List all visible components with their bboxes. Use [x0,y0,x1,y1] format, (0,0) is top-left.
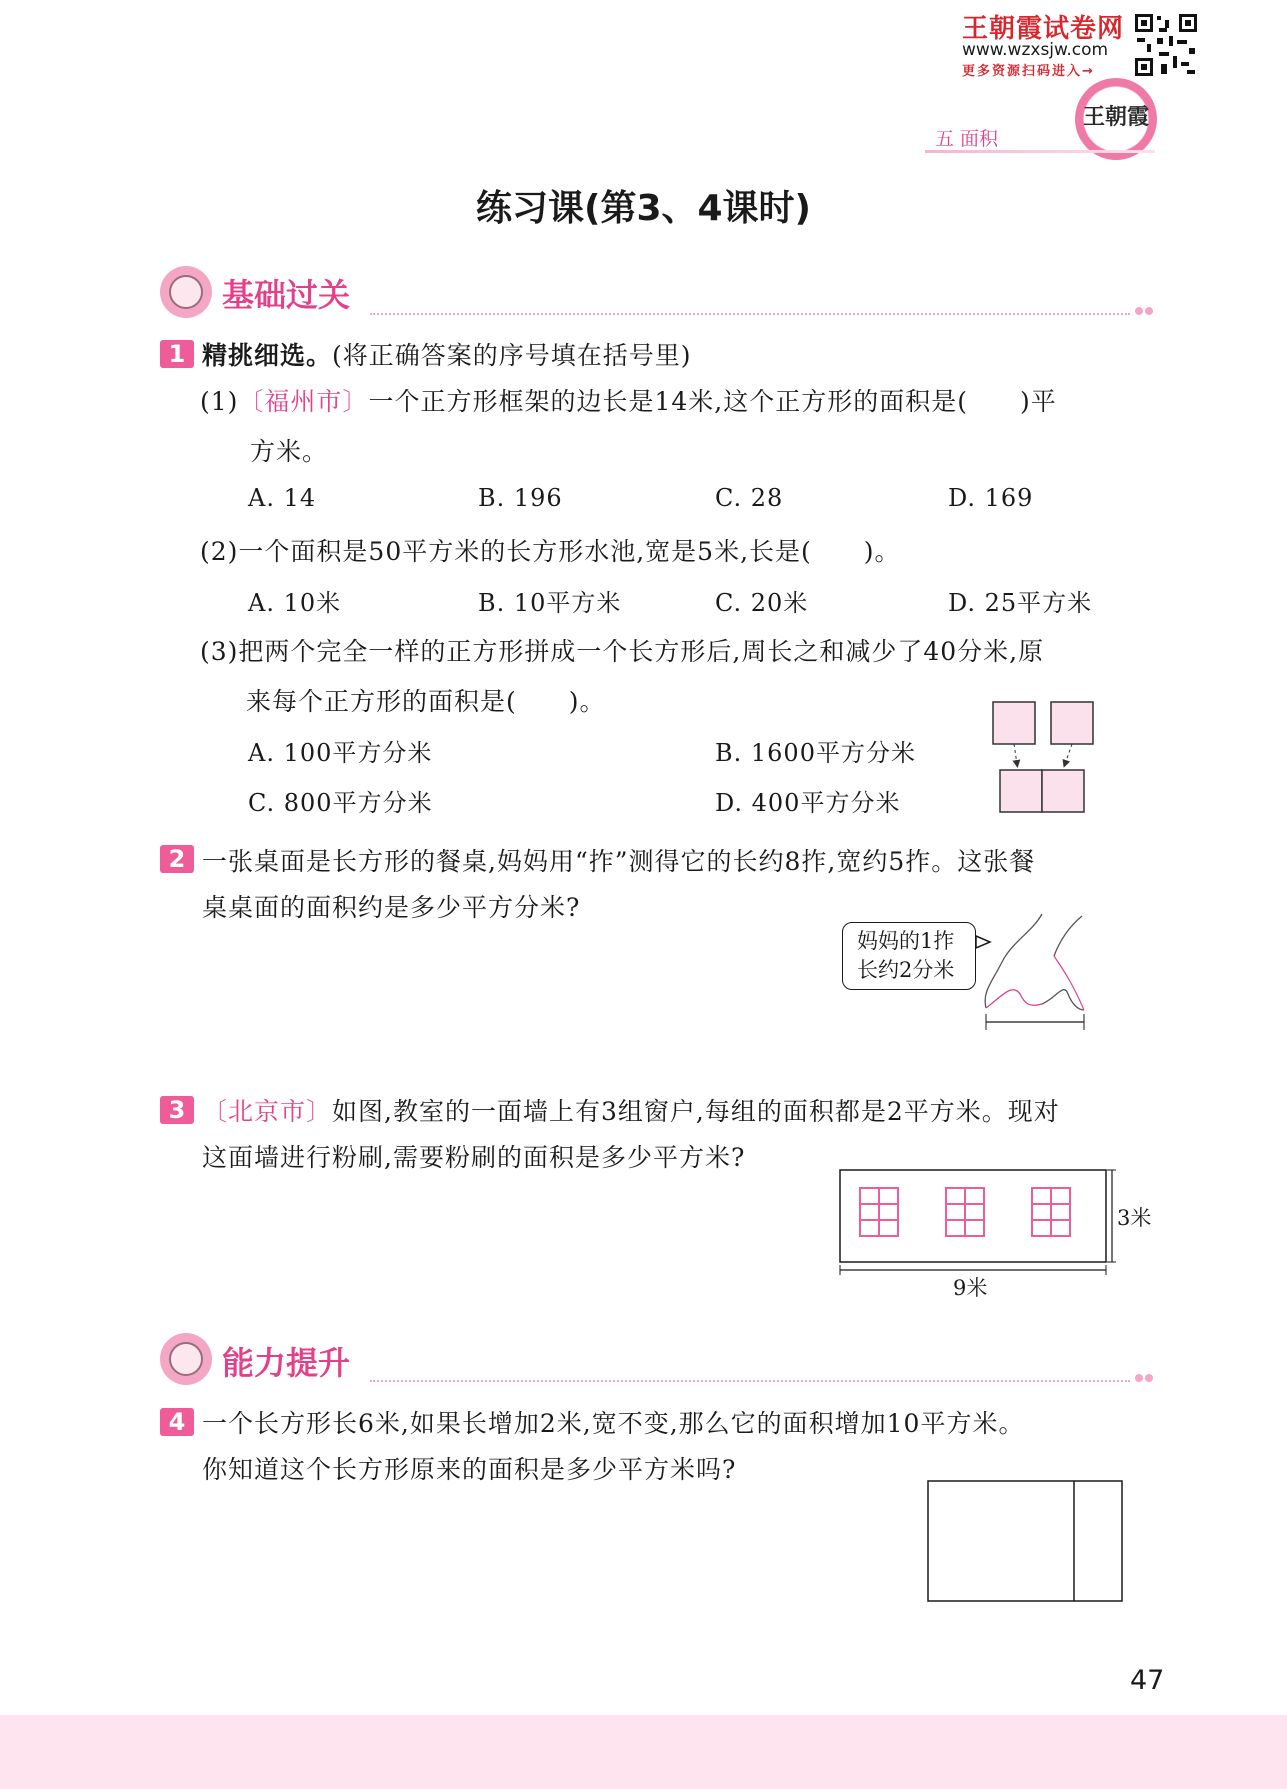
q1-1-city-tag: 〔福州市〕 [238,387,369,416]
section-basic-title: 基础过关 [222,276,351,314]
question-number-badge: 3 [160,1096,194,1124]
q1-3-option-c[interactable]: C. 800平方分米 [248,789,433,817]
chapter-label: 五 面积 [935,128,999,150]
section-advanced-title: 能力提升 [222,1344,351,1382]
brand-url[interactable]: www.wzxsjw.com [962,40,1109,60]
divider-dots [1135,300,1155,310]
q1-3-stem-cont: 来每个正方形的面积是( )。 [246,687,606,716]
hand-span-icon [972,912,1106,1032]
qr-code-icon[interactable] [1133,12,1199,78]
q4-stem: 一个长方形长6米,如果长增加2米,宽不变,那么它的面积增加10平方米。 [202,1409,1025,1438]
span-note-bubble [842,922,976,990]
q4-stem-cont: 你知道这个长方形原来的面积是多少平方米吗? [202,1455,737,1484]
page-title: 练习课(第3、4课时) [475,188,811,229]
q2-stem: 一张桌面是长方形的餐桌,妈妈用“拃”测得它的长约8拃,宽约5拃。这张餐 [202,847,1036,876]
q1-1-prefix: (1) [200,387,239,416]
q1-2-option-c[interactable]: C. 20米 [715,589,809,617]
span-note-line2: 长约2分米 [857,958,955,982]
q3-text: 如图,教室的一面墙上有3组窗户,每组的面积都是2平方米。现对 [332,1097,1060,1126]
squares-combine-figure [985,698,1100,814]
q1-1-stem [200,382,1057,418]
section-divider [370,313,1130,315]
wall-height-label: 3米 [1117,1206,1152,1230]
q3-city-tag: 〔北京市〕 [202,1097,333,1126]
chapter-underline [925,150,1155,153]
span-note-line1: 妈妈的1拃 [857,929,955,953]
q1-3-option-a[interactable]: A. 100平方分米 [248,739,433,767]
q1-2-stem: (2)一个面积是50平方米的长方形水池,宽是5米,长是( )。 [200,537,901,566]
page-number: 47 [1130,1665,1165,1696]
seal-text: 王朝霞 [1082,104,1149,130]
question-number-badge: 2 [160,845,194,873]
brand-seal-logo [1075,78,1157,160]
section-divider [370,1380,1130,1382]
q1-3-stem: (3)把两个完全一样的正方形拼成一个长方形后,周长之和减少了40分米,原 [200,637,1045,666]
q1-2-option-d[interactable]: D. 25平方米 [948,589,1093,617]
q1-1-option-d[interactable]: D. 169 [948,484,1034,512]
q1-3-option-d[interactable]: D. 400平方分米 [715,789,901,817]
q1-2-option-a[interactable]: A. 10米 [248,589,342,617]
q1-2-option-b[interactable]: B. 10平方米 [478,589,622,617]
q1-instruction [202,336,692,372]
q1-1-option-a[interactable]: A. 14 [248,484,317,512]
divider-dots [1135,1367,1155,1377]
brand-name: 王朝霞试卷网 [962,14,1125,44]
q2-stem-cont: 桌桌面的面积约是多少平方分米? [202,893,581,922]
wall-width-label: 9米 [953,1276,988,1300]
q1-1-option-c[interactable]: C. 28 [715,484,784,512]
q1-1-text: 一个正方形框架的边长是14米,这个正方形的面积是( )平 [368,387,1057,416]
more-resources-text: 更多资源扫码进入→ [962,64,1095,79]
q3-stem [202,1092,1060,1128]
cartoon-boy-icon [160,1333,212,1385]
footer-band [0,1715,1287,1789]
q1-lead: 精挑细选。 [202,341,333,370]
q1-1-option-b[interactable]: B. 196 [478,484,563,512]
q1-3-option-b[interactable]: B. 1600平方分米 [715,739,916,767]
q1-hint: (将正确答案的序号填在括号里) [332,341,692,370]
rectangle-extension-figure [926,1478,1126,1604]
q1-1-stem-cont: 方米。 [250,437,329,466]
question-number-badge: 4 [160,1408,194,1436]
cartoon-girl-icon [160,266,212,318]
q3-stem-cont: 这面墙进行粉刷,需要粉刷的面积是多少平方米? [202,1143,746,1172]
question-number-badge: 1 [160,340,194,368]
